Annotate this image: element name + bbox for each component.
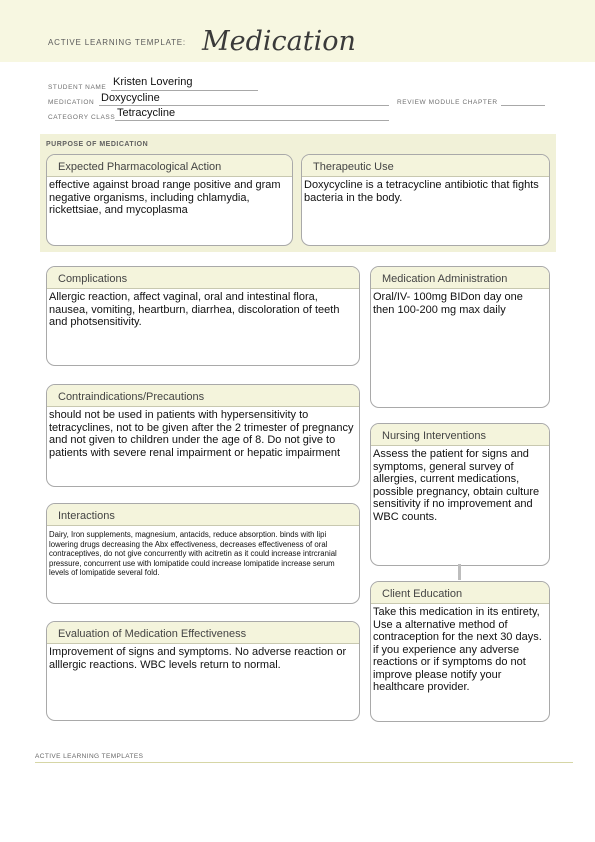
administration-box[interactable] xyxy=(370,266,550,408)
therapeutic-use-box[interactable] xyxy=(301,154,550,246)
nursing-box[interactable] xyxy=(370,423,550,566)
contraindications-box[interactable] xyxy=(46,384,360,487)
education-text[interactable]: Take this medication in its entirety, Use a alternative method of contraception for the next 30 days. if you experience any adverse reactions or if symptoms do not improve please notify your healthcare provider. xyxy=(373,606,542,693)
purpose-label: PURPOSE OF MEDICATION xyxy=(46,141,149,148)
interactions-title: Interactions xyxy=(47,504,359,526)
evaluation-box[interactable] xyxy=(46,621,360,721)
evaluation-text[interactable]: Improvement of signs and symptoms. No adverse reaction or alllergic reactions. WBC levels return to normal. xyxy=(49,646,347,671)
category-class-line xyxy=(115,120,389,121)
review-module-label: REVIEW MODULE CHAPTER xyxy=(397,99,498,106)
expected-action-box[interactable] xyxy=(46,154,293,246)
administration-text[interactable]: Oral/IV- 100mg BIDon day one then 100-200 mg max daily xyxy=(373,291,523,316)
contraindications-title: Contraindications/Precautions xyxy=(47,385,359,407)
medication-line xyxy=(99,105,389,106)
footer-line xyxy=(35,762,573,763)
student-name-line xyxy=(111,90,258,91)
interactions-text[interactable]: Dairy, Iron supplements, magnesium, antacids, reduce absorption. binds with lipi lowering drugs decreasing the Abx effectiveness, decreases effectiveness of oral contraceptives, do not give concurrently with acitretin as it could increase intrcranial pressure, concurrent use with lomipatide could increase lomipatide increase serum levels of lomipatide several fold. xyxy=(49,530,337,578)
nursing-text[interactable]: Assess the patient for signs and symptoms, general survey of allergies, current medications, possible pregnancy, obtain culture sensitivity if no improvement and WBC counts. xyxy=(373,448,540,523)
complications-text[interactable]: Allergic reaction, affect vaginal, oral and intestinal flora, nausea, vomiting, heartburn, diarrhea, discoloration of teeth and photsensitivity. xyxy=(49,291,340,328)
complications-box[interactable] xyxy=(46,266,360,366)
review-module-line xyxy=(501,105,545,106)
template-label: ACTIVE LEARNING TEMPLATE: xyxy=(48,38,186,47)
category-class-value[interactable]: Tetracycline xyxy=(117,107,176,119)
evaluation-title: Evaluation of Medication Effectiveness xyxy=(47,622,359,644)
medication-label: MEDICATION xyxy=(48,99,95,106)
medication-value[interactable]: Doxycycline xyxy=(101,92,160,104)
interactions-box[interactable] xyxy=(46,503,360,604)
education-title: Client Education xyxy=(371,582,549,604)
page-title: Medication xyxy=(202,26,356,57)
column-connector xyxy=(458,564,461,580)
category-class-label: CATEGORY CLASS xyxy=(48,114,116,121)
education-box[interactable] xyxy=(370,581,550,722)
administration-title: Medication Administration xyxy=(371,267,549,289)
expected-action-text[interactable]: effective against broad range positive and gram negative organisms, including chlamydia, rickettsiae, and mycoplasma xyxy=(49,179,281,216)
complications-title: Complications xyxy=(47,267,359,289)
therapeutic-use-text[interactable]: Doxycycline is a tetracycline antibiotic that fights bacteria in the body. xyxy=(304,179,539,204)
contraindications-text[interactable]: should not be used in patients with hypersensitivity to tetracyclines, not to be given after the 2 trimester of pregnancy and not given to children under the age of 8. Do not give to patients with severe renal impairment or hepatic impairment xyxy=(49,409,354,459)
expected-action-title: Expected Pharmacological Action xyxy=(47,155,292,177)
student-name-value[interactable]: Kristen Lovering xyxy=(113,76,193,88)
footer-text: ACTIVE LEARNING TEMPLATES xyxy=(35,753,144,760)
student-name-label: STUDENT NAME xyxy=(48,84,107,91)
therapeutic-use-title: Therapeutic Use xyxy=(302,155,549,177)
nursing-title: Nursing Interventions xyxy=(371,424,549,446)
